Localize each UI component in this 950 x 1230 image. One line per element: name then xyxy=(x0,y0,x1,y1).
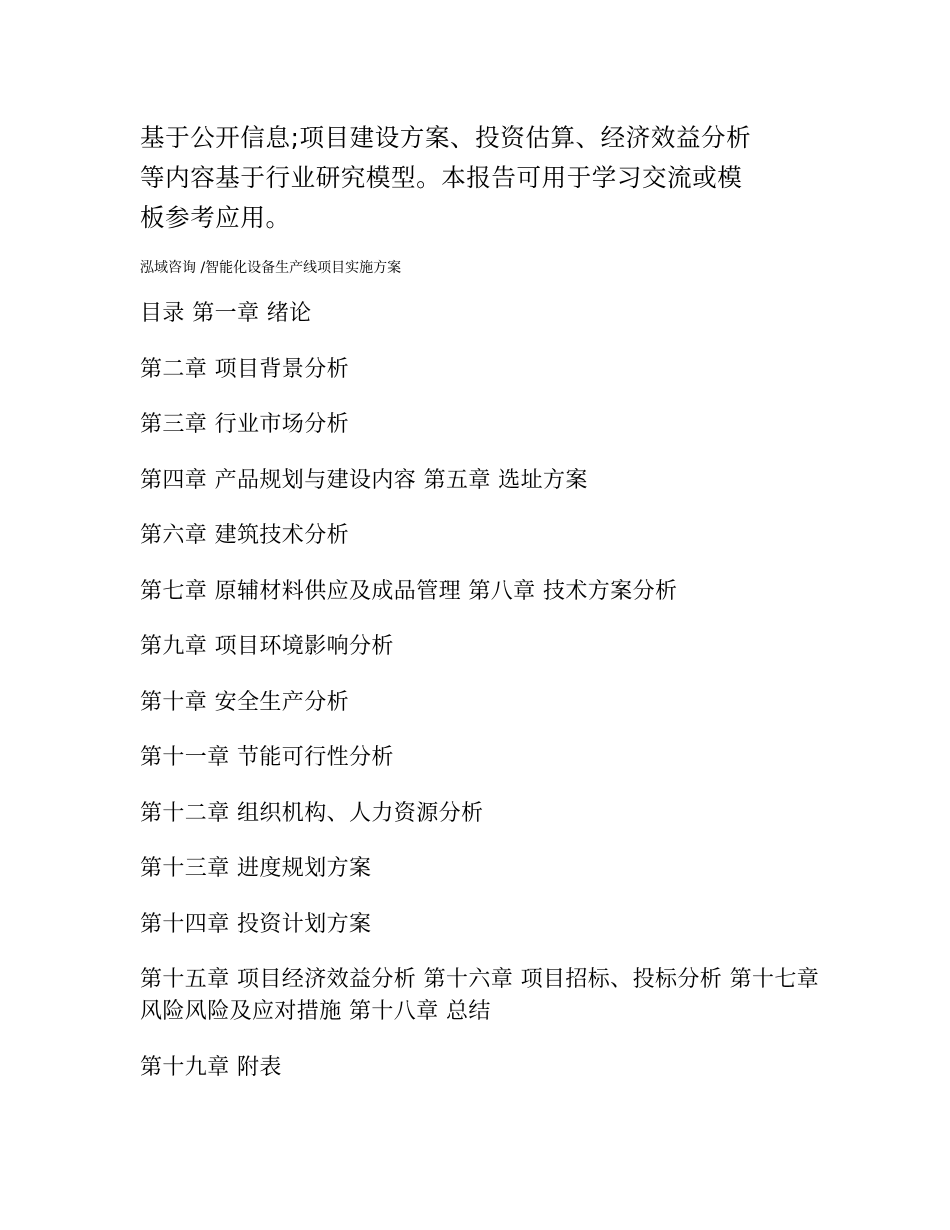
toc-entry: 第六章 建筑技术分析 xyxy=(140,523,349,548)
toc-entry: 第七章 原辅材料供应及成品管理 第八章 技术方案分析 xyxy=(140,578,678,604)
table-of-contents xyxy=(140,298,820,1084)
toc-entry: 第十二章 组织机构、人力资源分析 xyxy=(140,800,484,826)
toc-entry: 第十三章 进度规划方案 xyxy=(140,856,372,881)
toc-entry: 目录 第一章 绪论 xyxy=(140,301,312,326)
toc-entry: 第三章 行业市场分析 xyxy=(140,412,349,437)
toc-entry: 第四章 产品规划与建设内容 第五章 选址方案 xyxy=(140,467,588,493)
toc-entry: 第十五章 项目经济效益分析 第十六章 项目招标、投标分析 第十七章 风险风险及应对措施 第十八章 总结 xyxy=(140,967,820,1024)
intro-line-1: 基于公开信息;项目建设方案、投资估算、经济效益分析 xyxy=(140,123,752,152)
toc-entry: 第十九章 附表 xyxy=(140,1054,282,1080)
toc-entry: 第十章 安全生产分析 xyxy=(140,689,349,715)
intro-line-2: 等内容基于行业研究模型。本报告可用于学习交流或模 xyxy=(140,163,743,192)
toc-entry: 第十四章 投资计划方案 xyxy=(140,911,372,937)
toc-entry: 第二章 项目背景分析 xyxy=(140,356,349,382)
toc-entry: 第九章 项目环境影响分析 xyxy=(140,634,394,659)
intro-line-3: 板参考应用。 xyxy=(140,203,291,232)
toc-entry: 第十一章 节能可行性分析 xyxy=(140,745,394,770)
intro-paragraph xyxy=(140,118,820,238)
document-page xyxy=(140,118,820,1107)
breadcrumb: 泓域咨询 /智能化设备生产线项目实施方案 xyxy=(140,260,402,276)
